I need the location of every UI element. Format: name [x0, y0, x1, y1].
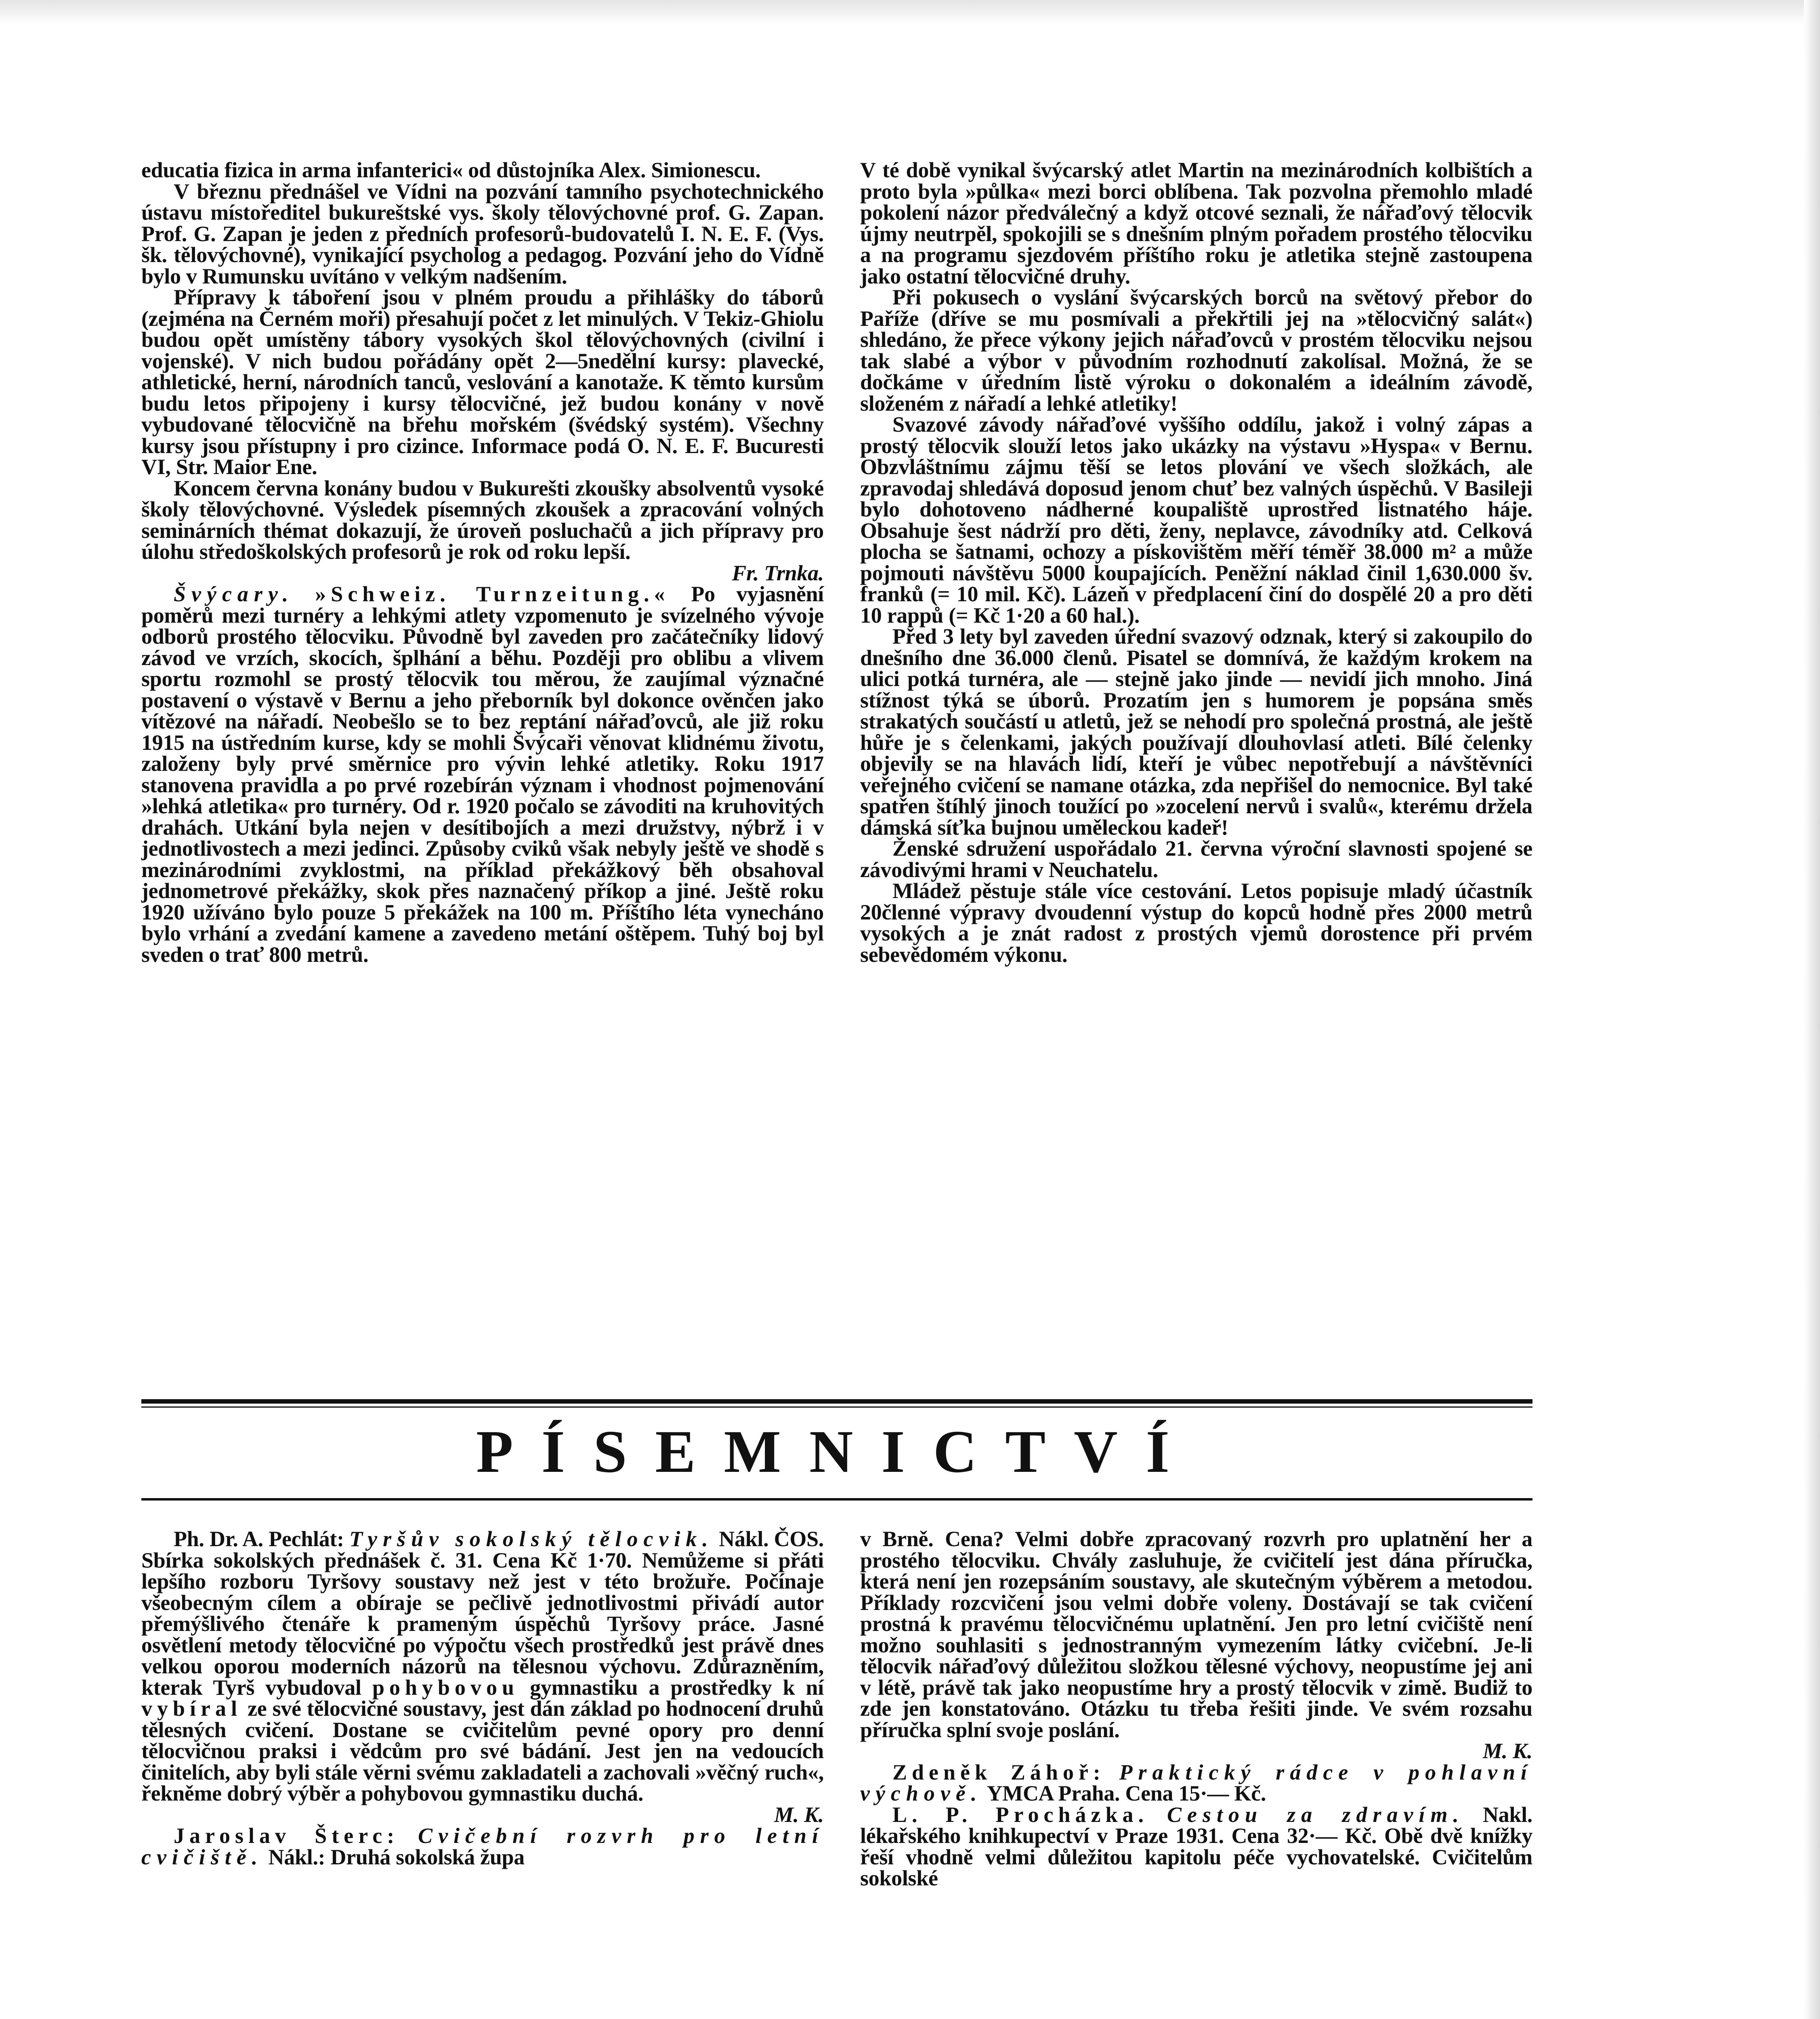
- review-author: Ph. Dr. A. Pechlát:: [174, 1527, 344, 1551]
- review-book-title: Tyršův sokolský tělocvik.: [349, 1527, 714, 1551]
- section-rule-bottom: [141, 1498, 1532, 1501]
- country-heading: Švýcary.: [174, 582, 294, 606]
- review-entry: [141, 1528, 824, 1825]
- emphasized-word: vybíral: [141, 1696, 242, 1721]
- scan-edge-right: [1804, 0, 1820, 2019]
- review-text: Nakl. lékařského knihkupectví v Praze 1931. Cena 32·— Kč. Obě dvě knížky řeší vhodně velmi důležitou kapitolu péče vychovatelské. Cvičitelům sokolské: [860, 1802, 1533, 1890]
- paragraph: V té době vynikal švýcarský atlet Martin na mezinárodních kolbištích a proto byla »půlka« mezi borci oblíbena. Tak pozvolna přemohlo mladé pokolení názor předválečný a když otcové seznali, že nářaďový tělocvik újmy neutrpěl, spokojili se s dnešním plným pořadem prostého tělocviku a na programu sjezdovém příštího roku je atletika stejně zastoupena jako ostatní tělocvičné druhy.: [860, 158, 1532, 288]
- paragraph: Mládež pěstuje stále více cestování. Letos popisuje mladý účastník 20členné výpravy dvoudenní výstup do kopců hodně přes 2000 metrů vysokých a je znát radost z prostých vjemů dorostence při prvém sebevědomém výkonu.: [860, 879, 1532, 967]
- column-bottom-right: [860, 1528, 1532, 1889]
- paragraph-text: Koncem června konány budou v Bukurešti zkoušky absolventů vysoké školy tělovýchovné. Výsledek písemných zkoušek a zpracování volných seminárních thémat dokazují, že úroveň posluchačů a jich přípravy pro úlohu středoškolských profesorů je rok od roku lepší.: [141, 476, 824, 564]
- review-author: Jaroslav Šterc:: [174, 1824, 399, 1848]
- column-top-left: [141, 160, 824, 965]
- review-entry: [860, 1804, 1532, 1889]
- review-text: YMCA Praha. Cena 15·— Kč.: [987, 1781, 1266, 1805]
- review-book-title: Cestou za zdravím.: [1167, 1802, 1465, 1827]
- paragraph: [141, 478, 824, 584]
- review-text: v Brně. Cena? Velmi dobře zpracovaný rozvrh pro uplatnění her a prostého tělocviku. Chvály zasluhuje, že cvičitelí jest dána příručka, která není jen rozepsáním soustavy, ale skutečným výběrem a metodou. Příklady rozcvičení jsou velmi dobře voleny. Dostávají se tak cvičení prostná k pravému tělocvičnému uplatnění. Jen pro letní cvičiště není možno souhlasiti s jednostranným vymezením látky cvičební. Je-li tělocvik nářaďový důležitou složkou tělesné výchovy, neopustíme jej ani v létě, právě tak jako neopustíme hry a prostý tělocvik v zimě. Budiž to zde jen konstatováno. Otázku tu třeba řešiti jinde. Ve svém rozsahu příručka splní svoje poslání.: [860, 1527, 1532, 1742]
- signature: Fr. Trnka.: [732, 560, 824, 585]
- review-author: Zdeněk Záhoř:: [892, 1760, 1105, 1784]
- paragraph: Před 3 lety byl zaveden úřední svazový odznak, který si zakoupilo do dnešního dne 36.000 členů. Pisatel se domnívá, že každým krokem na ulici potká turnéra, ale — stejně jako jinde — nevidí jich mnoho. Jiná stížnost týká se úborů. Prozatím jen s humorem je popsána směs strakatých součástí u atletů, jež se nehodí pro společná prostná, ale ještě hůře je s čelenkami, jakých používají dlouhovlasí atleti. Bílé čelenky objevily se na hlavách lidí, kteří je vůbec nepotřebují a návštěvníci veřejného cvičení se namane otázka, zda nepřišel do nemocnice. Byl také spatřen štíhlý jinoch toužící po »zocelení nervů i svalů«, kterému držela dámská síťka bujnou uměleckou kadeř!: [860, 624, 1532, 840]
- section-title: PÍSEMNICTVÍ: [476, 1418, 1198, 1485]
- scan-edge-top: [0, 0, 1820, 24]
- emphasized-word: pohybovou: [372, 1675, 519, 1700]
- paragraph: Svazové závody nářaďové vyššího oddílu, jakož i volný zápas a prostý tělocvik slouží letos jako ukázky na výstavu »Hyspa« v Bernu. Obzvláštnímu zájmu těší se letos plování ve všech složkách, ale zpravodaj shledává doposud jenom chuť bez valných úspěchů. V Basileji bylo dohotoveno nádherné koupaliště uprostřed listnatého háje. Obsahuje šest nádrží pro děti, ženy, neplavce, závodníky atd. Celková plocha se šatnami, ochozy a pískovištěm měří téměř 38.000 m² a může pojmouti návštěvu 5000 koupajících. Peněžní náklad činil 1,630.000 šv. franků (= 10 mil. Kč). Lázeň v předplacení činí do dospělé 20 a pro děti 10 rappů (= Kč 1·20 a 60 hal.).: [860, 412, 1532, 628]
- signature: M. K.: [774, 1802, 824, 1827]
- review-book-title: Praktický rádce v pohlavní výchově.: [860, 1760, 1532, 1805]
- paragraph-text: Po vyjasnění poměrů mezi turnéry a lehkými atlety vzpomenuto je svízelného vývoje odborů prostého tělocviku. Původně byl zaveden pro začátečníky lidový závod ve vrzích, skocích, šplhání a běhu. Později pro oblibu a vlivem sportu rozmohl se prostý tělocvik tou měrou, že zaujímal význačné postavení o výstavě v Bernu a jeho přeborník byl dokonce ověnčen jako vítězové na nářadí. Neobešlo se to bez reptání nářaďovců, ale již roku 1915 na ústředním kurse, kdy se mohli Švýcaři věnovat klidnému životu, založeny byly prvé směrnice pro vývin lehké atletiky. Roku 1917 stanovena pravidla a po prvé rozebírán význam i vhodnost pojmenování »lehká atletika« pro turnéry. Od r. 1920 počalo se závoditi na kruhovitých drahách. Utkání byla nejen v desítibojích a mezi družstvy, nýbrž i v jednotlivostech a mezi jedinci. Způsoby cviků však nebyly ještě ve shodě s mezinárodními zvyklostmi, na příklad překážkový běh obsahoval jednometrové překážky, skok přes naznačený příkop a jiné. Ještě roku 1920 užíváno bylo pouze 5 překážek na 100 m. Příštího léta vynecháno bylo vrhání a zvedání kamene a zavedeno metání oštěpem. Tuhý boj byl sveden o trať 800 metrů.: [141, 582, 824, 967]
- column-bottom-left: [141, 1528, 824, 1868]
- paragraph: Při pokusech o vyslání švýcarských borců na světový přebor do Paříže (dříve se mu posmívali a překřtili jej na »tělocvičný salát«) shledáno, že přece výkony jejich nářaďovců v prostém tělocviku nejsou tak slabé a výbor v původním rozhodnutí zakolísal. Možná, že se dočkáme v úředním listě výroku o dokonalém a ideálním závodě, složeném z nářadí a lehké atletiky!: [860, 285, 1532, 416]
- paragraph: [141, 583, 824, 965]
- source-name: »Schweiz. Turnzeitung.«: [315, 582, 670, 606]
- section-rule-thick: [141, 1399, 1532, 1404]
- review-text: Nákl. ČOS. Sbírka sokolských přednášek č. 31. Cena Kč 1·70. Nemůžeme si přáti lepšího rozboru Tyršovy soustavy než jest v této brožuře. Počínaje všeobecným cílem a obíraje se pečlivě jednotlivostmi přivádí autor přemýšlivého čtenáře k prameným úspěchů Tyršovy práce. Jasné osvětlení metody tělocvičné po výpočtu všech prostředků jest právě dnes velkou oporou moderních názorů na tělesnou výchovu. Zdůrazněním, kterak Tyrš vybudoval: [141, 1527, 824, 1700]
- review-author: L. P. Procházka.: [892, 1802, 1149, 1827]
- review-text: ze své tělocvičné soustavy, jest dán základ po hodnocení druhů tělesných cvičení. Dostane se cvičitelům pevné opory pro denní tělocvičnou praksi i vědcům pro své bádání. Jest jen na vedoucích činitelích, aby byli stále věrni svému zakladateli a zachovali »věčný ruch«, řekněme dobrý výběr a pohybovou gymnastiku duchá.: [141, 1696, 824, 1805]
- review-book-title: Cvičební rozvrh pro letní cvičiště.: [141, 1824, 824, 1869]
- paragraph: Ženské sdružení uspořádalo 21. června výroční slavnosti spojené se závodivými hrami v Neuchatelu.: [860, 836, 1532, 882]
- paragraph: Přípravy k táboření jsou v plném proudu a přihlášky do táborů (zejména na Černém moři) přesahují počet z let minulých. V Tekiz-Ghiolu budou opět umístěny tábory vysokých škol tělovýchovných (civilní i vojenské). V nich budou pořádány opět 2—5nedělní kursy: plavecké, athletické, herní, národních tanců, veslování a kanotaže. K těmto kursům budu letos připojeny i kursy tělocvičné, jež budou konány v nově vybudované tělocvičně na břehu mořském (švédský systém). Všechny kursy jsou přístupny i pro cizince. Informace podá O. N. E. F. Bucuresti VI, Str. Maior Ene.: [141, 285, 824, 479]
- paragraph: educatia fizica in arma infanterici« od důstojníka Alex. Simionescu.: [141, 158, 761, 182]
- review-entry: [860, 1762, 1532, 1804]
- paragraph: V březnu přednášel ve Vídni na pozvání tamního psychotechnického ústavu místoředitel bukureštské vys. školy tělovýchovné prof. G. Zapan. Prof. G. Zapan je jeden z předních profesorů-budovatelů I. N. E. F. (Vys. šk. tělovýchovné), vynikající psycholog a pedagog. Pozvání jeho do Vídně bylo v Rumunsku uvítáno v velkým nadšením.: [141, 179, 824, 288]
- signature: M. K.: [1482, 1739, 1532, 1763]
- review-text: Nákl.: Druhá sokolská župa: [268, 1845, 525, 1869]
- review-entry: [141, 1825, 824, 1868]
- review-continuation: [860, 1528, 1532, 1762]
- review-text: gymnastiku a prostředky k ní: [530, 1675, 824, 1700]
- section-rule-thin: [141, 1406, 1532, 1408]
- column-top-right: [860, 160, 1532, 965]
